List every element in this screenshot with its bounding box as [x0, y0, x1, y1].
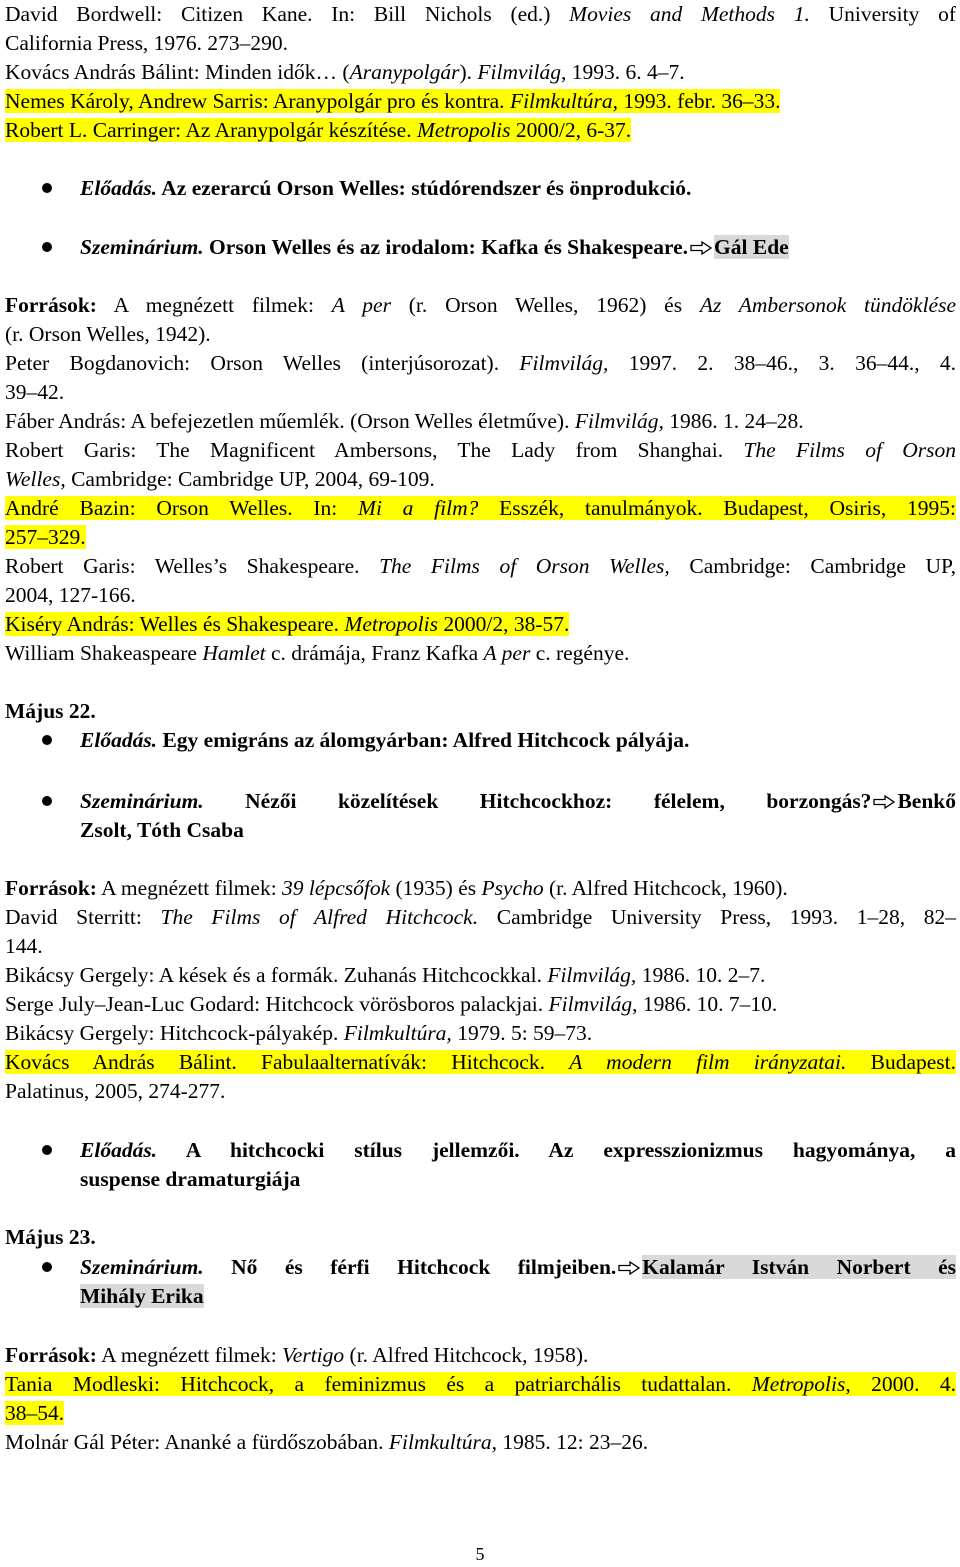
sources-line: Források: A megnézett filmek: A per (r. Orson Welles, 1962) és Az Ambersonok tündöklése: [5, 293, 956, 317]
citation-line: Bikácsy Gergely: A kések és a formák. Zuhanás Hitchcockkal. Filmvilág, 1986. 10. 2–7.: [5, 963, 766, 987]
citation-line: Robert Garis: The Magnificent Ambersons, The Lady from Shanghai. The Films of Orson: [5, 438, 956, 462]
citation-line: David Sterritt: The Films of Alfred Hitchcock. Cambridge University Press, 1993. 1–28, 82–: [5, 905, 956, 929]
bullet-icon: [42, 183, 52, 193]
lecture-item: Előadás. Az ezerarcú Orson Welles: stúdórendszer és önprodukció.: [80, 176, 692, 200]
citation-line: Kovács András Bálint: Minden idők… (Aranypolgár). Filmvilág, 1993. 6. 4–7.: [5, 60, 685, 84]
citation-line: 2004, 127-166.: [5, 583, 136, 607]
seminar-item: Szeminárium. Nézői közelítések Hitchcockhoz: félelem, borzongás? Benkő: [80, 789, 956, 813]
sources-line: Források: A megnézett filmek: 39 lépcsőfok (1935) és Psycho (r. Alfred Hitchcock, 1960).: [5, 876, 788, 900]
date-heading: Május 22.: [5, 699, 96, 723]
citation-line-highlighted: 38–54.: [5, 1401, 65, 1425]
outline-right-arrow-icon: [873, 795, 895, 809]
citation-line: California Press, 1976. 273–290.: [5, 31, 289, 55]
citation-line: Bikácsy Gergely: Hitchcock-pályakép. Filmkultúra, 1979. 5: 59–73.: [5, 1021, 593, 1045]
citation-line: 39–42.: [5, 380, 65, 404]
page-number: 5: [475, 1544, 485, 1564]
citation-line: Fáber András: A befejezetlen műemlék. (Orson Welles életműve). Filmvilág, 1986. 1. 24–28.: [5, 409, 804, 433]
bullet-icon: [42, 1145, 52, 1155]
seminar-presenters: Mihály Erika: [80, 1284, 204, 1308]
citation-line: David Bordwell: Citizen Kane. In: Bill Nichols (ed.) Movies and Methods 1. University of: [5, 2, 956, 26]
citation-line: Welles, Cambridge: Cambridge UP, 2004, 69-109.: [5, 467, 435, 491]
seminar-item: Szeminárium. Nő és férfi Hitchcock filmjeiben. Kalamár István Norbert és: [80, 1255, 956, 1279]
citation-line: Peter Bogdanovich: Orson Welles (interjúsorozat). Filmvilág, 1997. 2. 38–46., 3. 36–44., 4.: [5, 351, 957, 375]
bullet-icon: [42, 796, 52, 806]
citation-line-highlighted: Nemes Károly, Andrew Sarris: Aranypolgár pro és kontra. Filmkultúra, 1993. febr. 36–33.: [5, 89, 781, 113]
bullet-icon: [42, 1262, 52, 1272]
bullet-icon: [42, 735, 52, 745]
citation-line: Palatinus, 2005, 274-277.: [5, 1079, 226, 1103]
citation-line: William Shakeaspeare Hamlet c. drámája, Franz Kafka A per c. regénye.: [5, 641, 630, 665]
lecture-item: Előadás. A hitchcocki stílus jellemzői. Az expresszionizmus hagyománya, a: [80, 1138, 956, 1162]
outline-right-arrow-icon: [618, 1261, 640, 1275]
citation-line-highlighted: André Bazin: Orson Welles. In: Mi a film? Esszék, tanulmányok. Budapest, Osiris, 1995:: [5, 496, 956, 520]
citation-line: 144.: [5, 934, 43, 958]
lecture-item-continued: suspense dramaturgiája: [80, 1167, 301, 1191]
seminar-item: Szeminárium. Orson Welles és az irodalom: Kafka és Shakespeare. Gál Ede: [80, 235, 789, 259]
citation-line-highlighted: Robert L. Carringer: Az Aranypolgár készítése. Metropolis 2000/2, 6-37.: [5, 118, 632, 142]
seminar-presenters: Zsolt, Tóth Csaba: [80, 818, 244, 842]
citation-line-highlighted: Tania Modleski: Hitchcock, a feminizmus és a patriarchális tudattalan. Metropolis, 2000. 4.: [5, 1372, 956, 1396]
lecture-item: Előadás. Egy emigráns az álomgyárban: Alfred Hitchcock pályája.: [80, 728, 690, 752]
citation-line: Robert Garis: Welles’s Shakespeare. The Films of Orson Welles, Cambridge: Cambridge UP,: [5, 554, 956, 578]
citation-line: Serge July–Jean-Luc Godard: Hitchcock vörösboros palackjai. Filmvilág, 1986. 10. 7–10.: [5, 992, 778, 1016]
citation-line: Molnár Gál Péter: Ananké a fürdőszobában. Filmkultúra, 1985. 12: 23–26.: [5, 1430, 649, 1454]
date-heading: Május 23.: [5, 1225, 96, 1249]
bullet-icon: [42, 242, 52, 252]
sources-line: Források: A megnézett filmek: Vertigo (r. Alfred Hitchcock, 1958).: [5, 1343, 589, 1367]
citation-line-highlighted: Kiséry András: Welles és Shakespeare. Metropolis 2000/2, 38-57.: [5, 612, 570, 636]
citation-line-highlighted: 257–329.: [5, 525, 86, 549]
citation-line: (r. Orson Welles, 1942).: [5, 322, 211, 346]
citation-line-highlighted: Kovács András Bálint. Fabulaalternatívák: Hitchcock. A modern film irányzatai. Budapest.: [5, 1050, 957, 1074]
outline-right-arrow-icon: [690, 241, 712, 255]
